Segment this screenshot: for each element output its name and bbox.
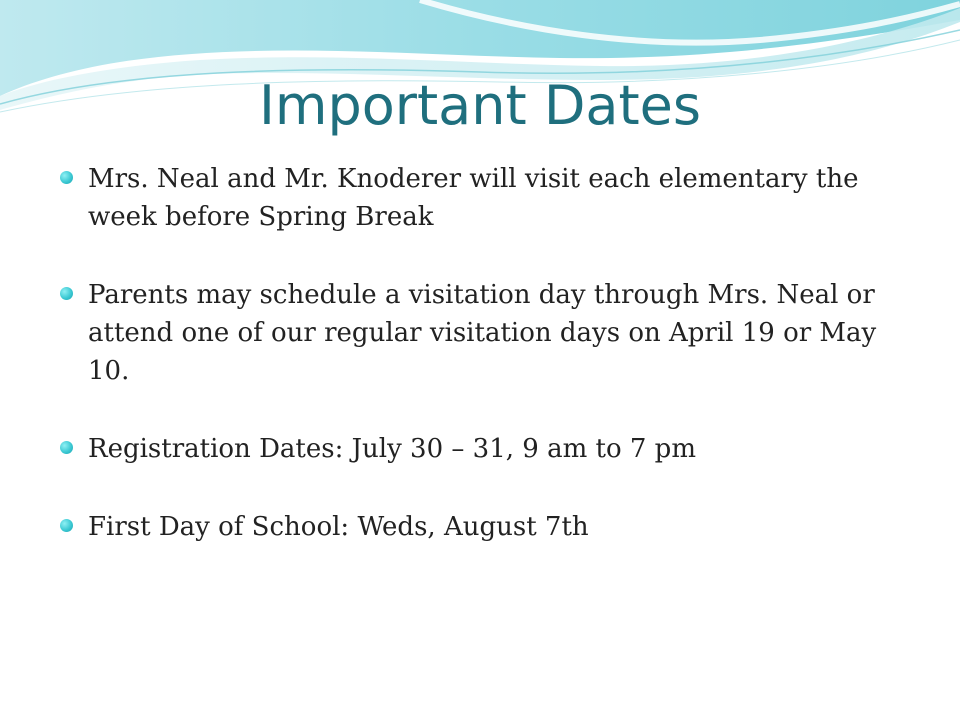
bullet-text: Registration Dates: July 30 – 31, 9 am to 7 pm (88, 434, 696, 464)
list-item (60, 430, 910, 468)
bullet-dot-icon (60, 287, 73, 300)
list-item (60, 276, 910, 390)
bullet-text: Parents may schedule a visitation day through Mrs. Neal or attend one of our regular visitation days on April 19 or May 10. (88, 280, 877, 386)
bullet-list (60, 160, 910, 546)
bullet-dot-icon (60, 171, 73, 184)
list-item (60, 160, 910, 236)
slide-title: Important Dates (258, 74, 702, 137)
bullet-text: First Day of School: Weds, August 7th (88, 512, 589, 542)
bullet-text: Mrs. Neal and Mr. Knoderer will visit each elementary the week before Spring Break (88, 164, 859, 232)
list-item (60, 508, 910, 546)
bullet-dot-icon (60, 519, 73, 532)
bullet-dot-icon (60, 441, 73, 454)
